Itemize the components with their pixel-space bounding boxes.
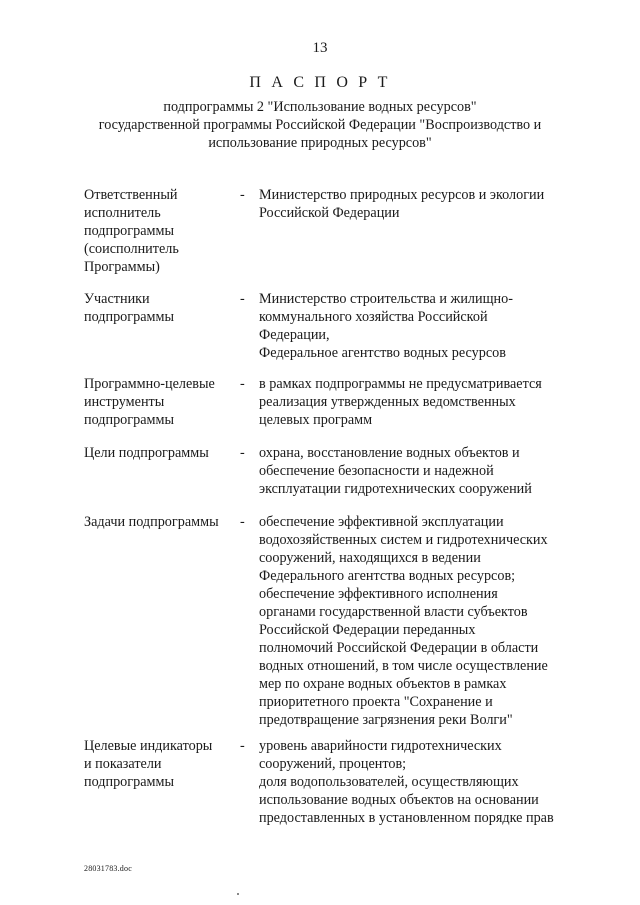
- row-dash: -: [240, 738, 245, 754]
- value-line: уровень аварийности гидротехнических: [259, 738, 502, 754]
- row-label: [84, 513, 234, 531]
- label-line: подпрограммы: [84, 223, 174, 239]
- value-line: полномочий Российской Федерации в области: [259, 640, 539, 656]
- value-line: использование водных объектов на основании: [259, 792, 539, 808]
- value-line: в рамках подпрограммы не предусматривается: [259, 376, 542, 392]
- row-value: [259, 513, 589, 729]
- value-line: целевых программ: [259, 412, 373, 428]
- value-line: обеспечение эффективного исполнения: [259, 586, 498, 602]
- row-label: [84, 290, 234, 326]
- row-dash: -: [240, 291, 245, 307]
- label-line: Участники: [84, 291, 150, 307]
- value-line: Российской Федерации: [259, 205, 400, 221]
- value-line: эксплуатации гидротехнических сооружений: [259, 481, 532, 497]
- row-dash: -: [240, 514, 245, 530]
- subtitle-line: использование природных ресурсов": [208, 135, 432, 151]
- row-value: [259, 444, 589, 498]
- label-line: инструменты: [84, 394, 165, 410]
- label-line: исполнитель: [84, 205, 161, 221]
- value-line: приоритетного проекта "Сохранение и: [259, 694, 493, 710]
- value-line: Федеральное агентство водных ресурсов: [259, 345, 506, 361]
- label-line: Программы): [84, 259, 160, 275]
- value-line: реализация утвержденных ведомственных: [259, 394, 516, 410]
- document-subtitle: [60, 98, 580, 152]
- footer-file-code: 28031783.doc: [84, 864, 132, 873]
- value-line: мер по охране водных объектов в рамках: [259, 676, 507, 692]
- row-label: [84, 186, 234, 276]
- value-line: Российской Федерации переданных: [259, 622, 476, 638]
- page-number: 13: [312, 40, 328, 56]
- label-line: Цели подпрограммы: [84, 445, 209, 461]
- scan-speck: [237, 893, 239, 895]
- value-line: Министерство строительства и жилищно-: [259, 291, 513, 307]
- label-line: и показатели: [84, 756, 162, 772]
- row-label: [84, 444, 234, 462]
- value-line: предоставленных в установленном порядке прав: [259, 810, 554, 826]
- label-line: подпрограммы: [84, 412, 174, 428]
- row-dash: -: [240, 376, 245, 392]
- value-line: сооружений, находящихся в ведении: [259, 550, 481, 566]
- row-label: [84, 375, 234, 429]
- row-label: [84, 737, 234, 791]
- value-line: водных отношений, в том числе осуществление: [259, 658, 548, 674]
- label-line: (соисполнитель: [84, 241, 179, 257]
- value-line: обеспечение эффективной эксплуатации: [259, 514, 504, 530]
- value-line: обеспечение безопасности и надежной: [259, 463, 494, 479]
- value-line: Федерального агентства водных ресурсов;: [259, 568, 516, 584]
- row-dash: -: [240, 187, 245, 203]
- row-value: [259, 737, 589, 827]
- label-line: Целевые индикаторы: [84, 738, 213, 754]
- label-line: подпрограммы: [84, 309, 174, 325]
- value-line: сооружений, процентов;: [259, 756, 407, 772]
- value-line: Федерации,: [259, 327, 330, 343]
- row-dash: -: [240, 445, 245, 461]
- value-line: водохозяйственных систем и гидротехнических: [259, 532, 548, 548]
- label-line: Задачи подпрограммы: [84, 514, 219, 530]
- label-line: подпрограммы: [84, 774, 174, 790]
- value-line: охрана, восстановление водных объектов и: [259, 445, 520, 461]
- row-value: [259, 290, 589, 362]
- subtitle-line: подпрограммы 2 "Использование водных ресурсов": [163, 99, 477, 115]
- subtitle-line: государственной программы Российской Федерации "Воспроизводство и: [98, 117, 542, 133]
- value-line: доля водопользователей, осуществляющих: [259, 774, 519, 790]
- document-title: П А С П О Р Т: [249, 74, 391, 91]
- label-line: Ответственный: [84, 187, 178, 203]
- value-line: предотвращение загрязнения реки Волги": [259, 712, 513, 728]
- label-line: Программно-целевые: [84, 376, 215, 392]
- value-line: коммунального хозяйства Российской: [259, 309, 488, 325]
- row-value: [259, 375, 589, 429]
- value-line: Министерство природных ресурсов и экологии: [259, 187, 545, 203]
- value-line: органами государственной власти субъектов: [259, 604, 528, 620]
- row-value: [259, 186, 589, 222]
